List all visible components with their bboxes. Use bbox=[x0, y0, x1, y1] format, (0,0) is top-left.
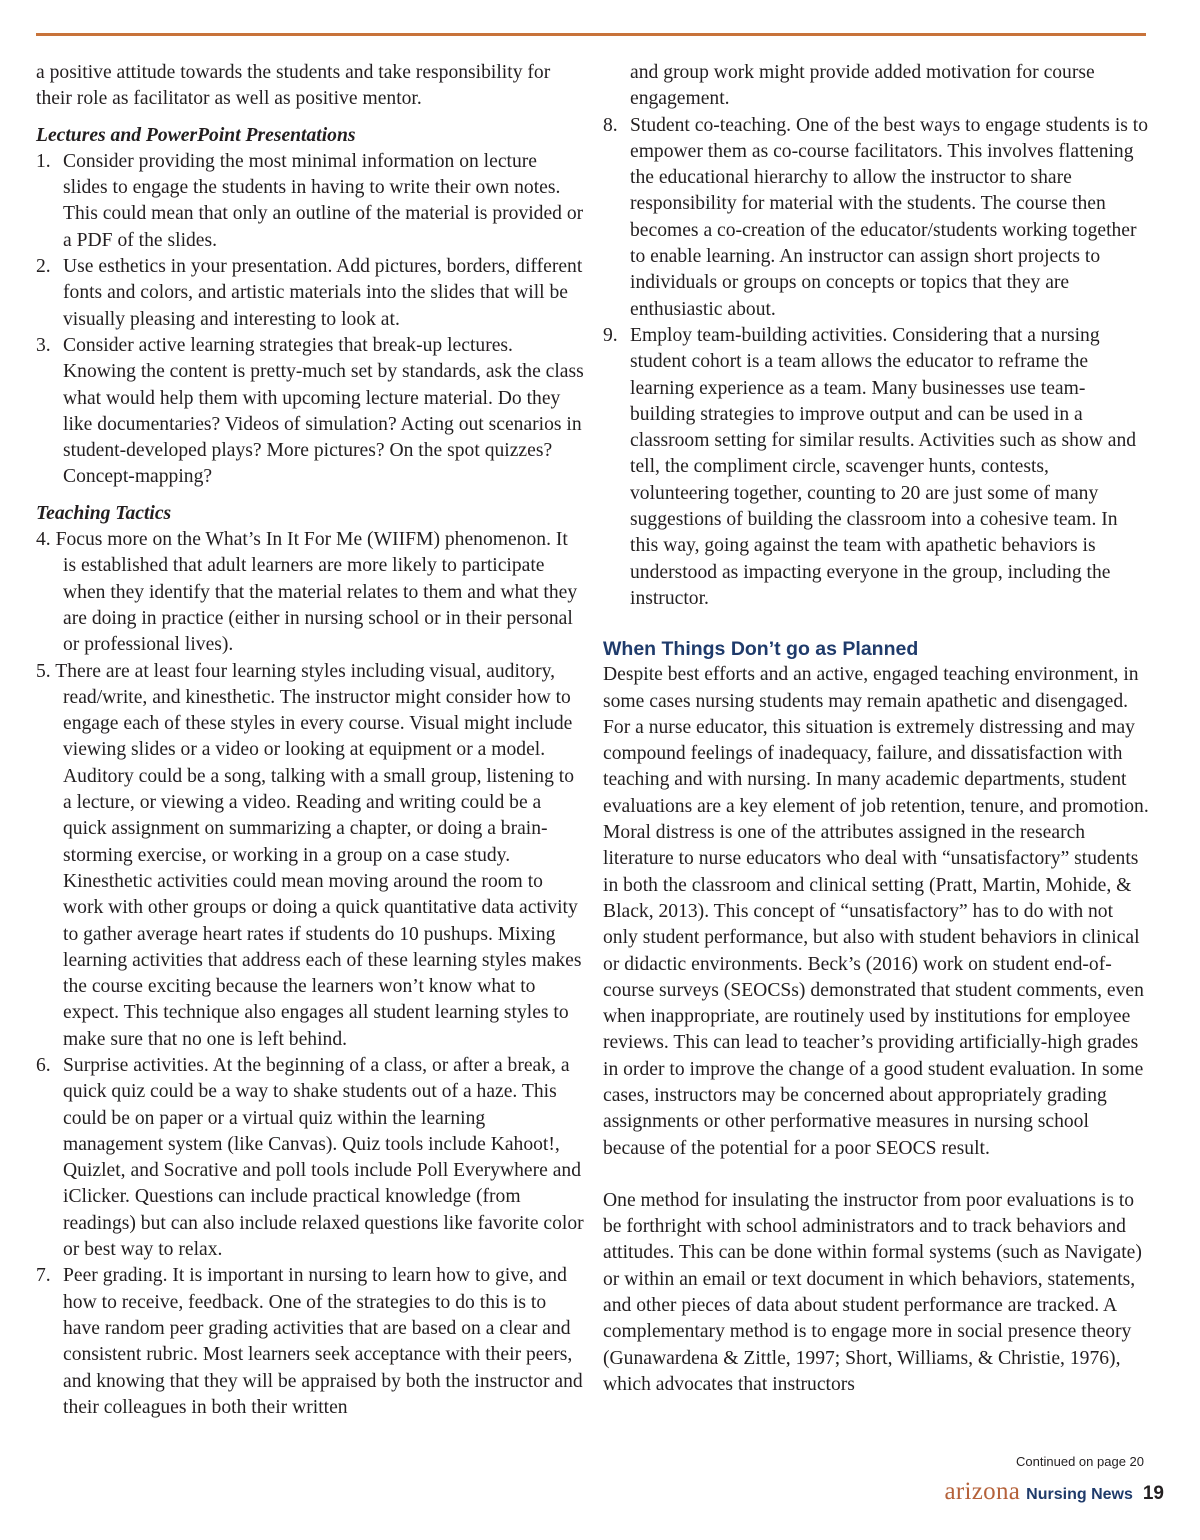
continuation-paragraph: and group work might provide added motivation for course engagement. bbox=[630, 62, 1095, 110]
top-rule bbox=[36, 33, 1146, 36]
lectures-heading: Lectures and PowerPoint Presentations bbox=[36, 124, 356, 146]
page-number: 19 bbox=[1142, 1483, 1164, 1504]
page-footer bbox=[945, 1478, 1165, 1506]
tactics-list bbox=[36, 527, 584, 1053]
publication-name: Nursing News bbox=[1026, 1486, 1133, 1503]
list-item: 7. Peer grading. It is important in nursing to learn how to give, and how to receive, feedback. One of the strategies to do this is to have random peer grading activities that are based on a clear and consistent rubric. Most learners seek acceptance with their peers, and knowing that they will be appraised by both the instructor and their colleagues in both their written bbox=[36, 1265, 583, 1418]
brand-logo: arizona bbox=[944, 1478, 1021, 1505]
body-paragraph: One method for insulating the instructor from poor evaluations is to be forthright with school administrators and to track behaviors and attitudes. This can be done within formal systems (such as Navigate) or within an email or text document in which behaviors, statements, and other pieces of data about student performance are tracked. A complementary method is to engage more in social presence theory (Gunawardena & Zittle, 1997; Short, Williams, & Christie, 1976), which advocates that instructors bbox=[603, 1189, 1142, 1395]
tactics-numbered-list bbox=[36, 1053, 584, 1421]
left-column bbox=[36, 60, 584, 1421]
right-column bbox=[603, 60, 1150, 1398]
intro-paragraph: a positive attitude towards the students and take responsibility for their role as facilitator as well as positive mentor. bbox=[36, 62, 551, 110]
list-item: 6. Surprise activities. At the beginning of a class, or after a break, a quick quiz could be a way to shake students out of a haze. This could be on paper or a virtual quiz within the learning management system (like Canvas). Quiz tools include Kahoot!, Quizlet, and Socrative and poll tools include Poll Everywhere and iClicker. Questions can include practical knowledge (from readings) but can also include relaxed questions like favorite color or best way to relax. bbox=[36, 1054, 584, 1261]
right-list bbox=[603, 113, 1150, 613]
list-item: 8. Student co-teaching. One of the best ways to engage students is to empower them as co-course facilitators. This involves flattening the educational hierarchy to allow the instructor to share responsibility for material with the students. The course then becomes a co-creation of the educator/students working together to enable learning. An instructor can assign short projects to individuals or groups on concepts or topics that they are enthusiastic about. bbox=[603, 114, 1149, 320]
list-item: 1. Consider providing the most minimal information on lecture slides to engage the students in having to write their own notes. This could mean that only an outline of the material is provided or a PDF of the slides. bbox=[36, 150, 584, 251]
continued-note: Continued on page 20 bbox=[1016, 1454, 1144, 1469]
tactics-heading: Teaching Tactics bbox=[36, 502, 172, 524]
list-item: 4. Focus more on the What’s In It For Me (WIIFM) phenomenon. It is established that adult learners are more likely to participate when they identify that the material relates to them and what they are doing in practice (either in nursing school or in their personal or professional lives). bbox=[36, 529, 578, 656]
list-item: 5. There are at least four learning styles including visual, auditory, read/write, and kinesthetic. The instructor might consider how to engage each of these styles in every course. Visual might include viewing slides or a video or looking at equipment or a model. Auditory could be a song, talking with a small group, listening to a lecture, or viewing a video. Reading and writing could be a quick assignment on summarizing a chapter, or doing a brain-storming exercise, or working in a group on a case study. Kinesthetic activities could mean moving around the room to work with other groups or doing a quick quantitative data activity to gather average heart rates if students do 10 pushups. Mixing learning activities that address each of these learning styles makes the course exciting because the learners won’t know what to expect. This technique also engages all student learning styles to make sure that no one is left behind. bbox=[36, 660, 582, 1050]
list-item: 9. Employ team-building activities. Considering that a nursing student cohort is a team allows the educator to reframe the learning experience as a team. Many businesses use team-building strategies to improve output and can be used in a classroom setting for similar results. Activities such as show and tell, the compliment circle, scavenger hunts, contests, volunteering together, counting to 20 are just some of many suggestions of building the classroom into a cohesive team. In this way, going against the team with apathetic behaviors is understood as impacting everyone in the group, including the instructor. bbox=[603, 324, 1137, 609]
section-heading: When Things Don’t go as Planned bbox=[603, 638, 919, 661]
list-item: 3. Consider active learning strategies that break-up lectures. Knowing the content is pretty-much set by standards, ask the class what would help them with upcoming lecture material. Do they like documentaries? Videos of simulation? Acting out scenarios in student-developed plays? More pictures? On the spot quizzes? Concept-mapping? bbox=[36, 334, 584, 488]
list-item: 2. Use esthetics in your presentation. Add pictures, borders, different fonts and colors, and artistic materials into the slides that will be visually pleasing and interesting to look at. bbox=[36, 256, 583, 330]
lectures-list bbox=[36, 149, 584, 491]
body-paragraph: Despite best efforts and an active, engaged teaching environment, in some cases nursing students may remain apathetic and disengaged. For a nurse educator, this situation is extremely distressing and may compound feelings of inadequacy, failure, and dissatisfaction with teaching and with nursing. In many academic departments, student evaluations are a key element of job retention, tenure, and promotion. Moral distress is one of the attributes assigned in the research literature to nurse educators who deal with “unsatisfactory” students in both the classroom and clinical setting (Pratt, Martin, Mohide, & Black, 2013). This concept of “unsatisfactory” has to do with not only student performance, but also with student behaviors in clinical or didactic environments. Beck’s (2016) work on student end-of-course surveys (SEOCSs) demonstrated that student comments, even when inappropriate, are routinely used by institutions for employee reviews. This can lead to teacher’s providing artificially-high grades in order to improve the change of a good student evaluation. In some cases, instructors may be concerned about appropriately grading assignments or other performative measures in nursing school because of the potential for a poor SEOCS result. bbox=[603, 664, 1149, 1159]
